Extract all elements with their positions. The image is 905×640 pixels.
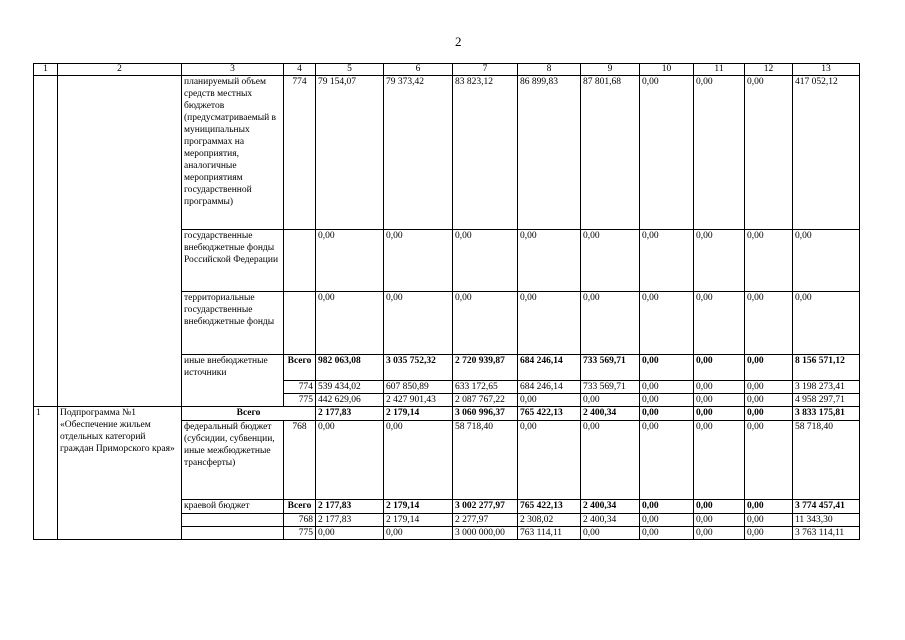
source-name: краевой бюджет <box>182 500 284 514</box>
value-cell: 0,00 <box>745 292 793 355</box>
value-cell: 58 718,40 <box>793 421 860 500</box>
value-cell: 3 774 457,41 <box>793 500 860 514</box>
value-cell: 0,00 <box>640 76 694 230</box>
header-cell: 8 <box>518 64 581 76</box>
value-cell: 763 114,11 <box>518 527 581 540</box>
value-cell: 0,00 <box>453 230 518 292</box>
value-cell: 0,00 <box>745 407 793 421</box>
value-cell: 2 177,83 <box>316 500 384 514</box>
value-cell: 0,00 <box>581 421 640 500</box>
value-cell: 633 172,65 <box>453 381 518 394</box>
value-cell: 0,00 <box>316 230 384 292</box>
code-cell: 768 <box>284 514 316 527</box>
header-cell: 12 <box>745 64 793 76</box>
code-cell <box>284 230 316 292</box>
value-cell: 58 718,40 <box>453 421 518 500</box>
header-cell: 1 <box>34 64 58 76</box>
value-cell: 684 246,14 <box>518 355 581 381</box>
value-cell: 2 400,34 <box>581 514 640 527</box>
subprogram-number: 1 <box>34 407 58 540</box>
header-cell: 10 <box>640 64 694 76</box>
value-cell: 0,00 <box>745 230 793 292</box>
value-cell: 8 156 571,12 <box>793 355 860 381</box>
value-cell: 2 179,14 <box>384 500 453 514</box>
value-cell: 0,00 <box>793 230 860 292</box>
value-cell: 2 400,34 <box>581 500 640 514</box>
table-row <box>34 407 860 421</box>
value-cell: 539 434,02 <box>316 381 384 394</box>
value-cell: 0,00 <box>694 76 745 230</box>
value-cell: 2 720 939,87 <box>453 355 518 381</box>
code-cell: 774 <box>284 76 316 230</box>
code-cell <box>284 292 316 355</box>
value-cell: 3 060 996,37 <box>453 407 518 421</box>
empty-cell <box>58 76 182 407</box>
value-cell: 0,00 <box>384 527 453 540</box>
value-cell: 0,00 <box>640 514 694 527</box>
value-cell: 3 833 175,81 <box>793 407 860 421</box>
header-cell: 11 <box>694 64 745 76</box>
value-cell: 0,00 <box>745 355 793 381</box>
value-cell: 0,00 <box>384 292 453 355</box>
value-cell: 2 087 767,22 <box>453 394 518 407</box>
value-cell: 0,00 <box>518 292 581 355</box>
header-cell: 13 <box>793 64 860 76</box>
value-cell: 733 569,71 <box>581 355 640 381</box>
code-cell: 775 <box>284 527 316 540</box>
table-row <box>34 76 860 230</box>
value-cell: 0,00 <box>694 514 745 527</box>
value-cell: 0,00 <box>316 292 384 355</box>
value-cell: 2 177,83 <box>316 514 384 527</box>
source-name: планируемый объем средств местных бюджетов (предусматриваемый в муниципальных программах на мероприятия, аналогичные мероприятиям государственной программы) <box>182 76 284 230</box>
value-cell: 0,00 <box>694 407 745 421</box>
value-cell: 0,00 <box>745 514 793 527</box>
value-cell: 3 198 273,41 <box>793 381 860 394</box>
code-cell: 774 <box>284 381 316 394</box>
value-cell: 4 958 297,71 <box>793 394 860 407</box>
value-cell: 0,00 <box>694 394 745 407</box>
value-cell: 765 422,13 <box>518 407 581 421</box>
value-cell: 442 629,06 <box>316 394 384 407</box>
value-cell: 765 422,13 <box>518 500 581 514</box>
value-cell: 0,00 <box>640 381 694 394</box>
value-cell: 0,00 <box>640 527 694 540</box>
value-cell: 3 002 277,97 <box>453 500 518 514</box>
value-cell: 0,00 <box>694 381 745 394</box>
value-cell: 0,00 <box>640 394 694 407</box>
value-cell: 0,00 <box>745 76 793 230</box>
value-cell: 0,00 <box>384 230 453 292</box>
header-cell: 9 <box>581 64 640 76</box>
value-cell: 0,00 <box>694 292 745 355</box>
value-cell: 0,00 <box>745 394 793 407</box>
value-cell: 2 179,14 <box>384 514 453 527</box>
value-cell: 0,00 <box>518 230 581 292</box>
value-cell: 2 427 901,43 <box>384 394 453 407</box>
value-cell: 0,00 <box>694 527 745 540</box>
value-cell: 417 052,12 <box>793 76 860 230</box>
value-cell: 87 801,68 <box>581 76 640 230</box>
value-cell: 0,00 <box>745 381 793 394</box>
budget-table <box>33 63 860 540</box>
value-cell: 0,00 <box>694 421 745 500</box>
value-cell: 79 154,07 <box>316 76 384 230</box>
value-cell: 0,00 <box>384 421 453 500</box>
source-name: государственные внебюджетные фонды Российской Федерации <box>182 230 284 292</box>
value-cell: 3 763 114,11 <box>793 527 860 540</box>
subprogram-name: Подпрограмма №1 «Обеспечение жильем отдельных категорий граждан Приморского края» <box>58 407 182 540</box>
value-cell: 2 177,83 <box>316 407 384 421</box>
value-cell: 2 277,97 <box>453 514 518 527</box>
value-cell: 79 373,42 <box>384 76 453 230</box>
code-cell: 768 <box>284 421 316 500</box>
value-cell: 684 246,14 <box>518 381 581 394</box>
value-cell: 0,00 <box>640 355 694 381</box>
header-row <box>34 64 860 76</box>
value-cell: 0,00 <box>640 230 694 292</box>
value-cell: 2 308,02 <box>518 514 581 527</box>
total-label: Всего <box>182 407 316 421</box>
value-cell: 0,00 <box>694 500 745 514</box>
value-cell: 0,00 <box>745 527 793 540</box>
value-cell: 982 063,08 <box>316 355 384 381</box>
code-cell: 775 <box>284 394 316 407</box>
value-cell: 0,00 <box>694 355 745 381</box>
value-cell: 0,00 <box>745 500 793 514</box>
value-cell: 0,00 <box>581 527 640 540</box>
empty-cell <box>34 76 58 407</box>
value-cell: 0,00 <box>316 421 384 500</box>
header-cell: 4 <box>284 64 316 76</box>
value-cell: 86 899,83 <box>518 76 581 230</box>
empty-cell <box>182 514 284 527</box>
empty-cell <box>182 527 284 540</box>
header-cell: 7 <box>453 64 518 76</box>
source-name: федеральный бюджет (субсидии, субвенции, иные межбюджетные трансферты) <box>182 421 284 500</box>
header-cell: 5 <box>316 64 384 76</box>
value-cell: 3 000 000,00 <box>453 527 518 540</box>
value-cell: 0,00 <box>518 421 581 500</box>
total-label: Всего <box>284 500 316 514</box>
value-cell: 0,00 <box>640 407 694 421</box>
header-cell: 2 <box>58 64 182 76</box>
value-cell: 0,00 <box>453 292 518 355</box>
page-number: 2 <box>455 34 462 49</box>
value-cell: 0,00 <box>640 421 694 500</box>
value-cell: 0,00 <box>640 500 694 514</box>
value-cell: 0,00 <box>316 527 384 540</box>
value-cell: 0,00 <box>581 292 640 355</box>
value-cell: 0,00 <box>518 394 581 407</box>
source-name: территориальные государственные внебюджетные фонды <box>182 292 284 355</box>
value-cell: 0,00 <box>793 292 860 355</box>
value-cell: 0,00 <box>745 421 793 500</box>
source-name: иные внебюджетные источники <box>182 355 284 407</box>
value-cell: 0,00 <box>694 230 745 292</box>
value-cell: 3 035 752,32 <box>384 355 453 381</box>
value-cell: 607 850,89 <box>384 381 453 394</box>
value-cell: 2 179,14 <box>384 407 453 421</box>
value-cell: 0,00 <box>640 292 694 355</box>
value-cell: 733 569,71 <box>581 381 640 394</box>
value-cell: 83 823,12 <box>453 76 518 230</box>
value-cell: 11 343,30 <box>793 514 860 527</box>
header-cell: 6 <box>384 64 453 76</box>
value-cell: 0,00 <box>581 394 640 407</box>
header-cell: 3 <box>182 64 284 76</box>
value-cell: 2 400,34 <box>581 407 640 421</box>
value-cell: 0,00 <box>581 230 640 292</box>
total-label: Всего <box>284 355 316 381</box>
